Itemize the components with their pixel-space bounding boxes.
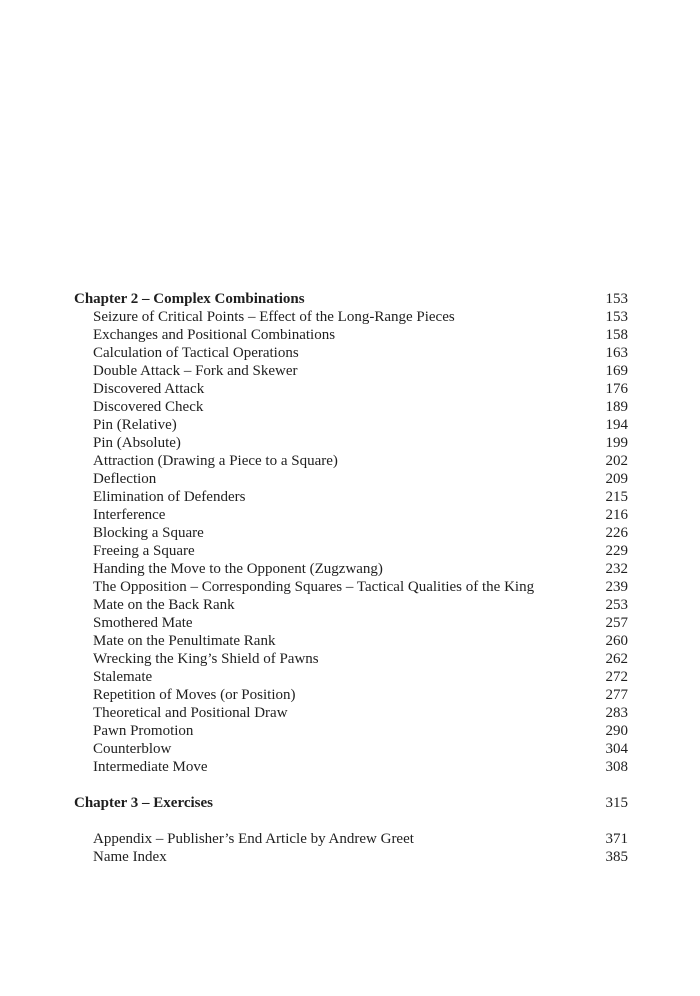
entry-title: Pin (Absolute) [93,435,181,451]
toc-entry [74,362,628,380]
toc-entry [74,488,628,506]
entry-title: Exchanges and Positional Combinations [93,327,336,343]
page-number: 290 [605,723,628,739]
page-number: 283 [605,705,628,721]
toc-entry [74,506,628,524]
table-of-contents [74,290,628,866]
toc-entry [74,326,628,344]
toc-entry [74,308,628,326]
entry-title: Theoretical and Positional Draw [93,705,288,721]
page-number: 202 [605,453,628,469]
toc-entry [74,560,628,578]
toc-entry [74,830,628,848]
page-number: 209 [605,471,628,487]
chapter-2-entries [74,308,628,776]
page-number: 194 [605,417,628,433]
page-number: 371 [605,831,628,847]
entry-title: Calculation of Tactical Operations [93,345,299,361]
entry-title: Appendix – Publisher’s End Article by Andrew Greet [93,831,414,847]
page-number: 315 [605,795,628,811]
toc-entry [74,416,628,434]
toc-entry [74,578,628,596]
entry-title: Attraction (Drawing a Piece to a Square) [93,453,338,469]
toc-entry [74,668,628,686]
toc-entry [74,524,628,542]
entry-title: Double Attack – Fork and Skewer [93,363,298,379]
entry-title: Seizure of Critical Points – Effect of the Long-Range Pieces [93,309,455,325]
page-number: 169 [605,363,628,379]
entry-title: Counterblow [93,741,172,757]
toc-entry [74,758,628,776]
page-number: 253 [605,597,628,613]
page-number: 277 [605,687,628,703]
toc-entry [74,380,628,398]
entry-title: Pawn Promotion [93,723,194,739]
page-number: 216 [605,507,628,523]
page-number: 176 [605,381,628,397]
entry-title: Smothered Mate [93,615,193,631]
chapter-title: Chapter 3 – Exercises [74,795,214,811]
toc-entry [74,398,628,416]
page-number: 232 [605,561,628,577]
toc-entry [74,434,628,452]
page-number: 153 [605,291,628,307]
entry-title: The Opposition – Corresponding Squares – Tactical Qualities of the King [93,579,535,595]
page-number: 153 [605,309,628,325]
entry-title: Handing the Move to the Opponent (Zugzwang) [93,561,383,577]
page-number: 158 [605,327,628,343]
page-number: 189 [605,399,628,415]
entry-title: Discovered Check [93,399,204,415]
toc-entry [74,704,628,722]
entry-title: Pin (Relative) [93,417,177,433]
toc-entry [74,650,628,668]
toc-entry [74,686,628,704]
page-number: 304 [605,741,628,757]
entry-title: Freeing a Square [93,543,195,559]
entry-title: Elimination of Defenders [93,489,246,505]
page-number: 262 [605,651,628,667]
entry-title: Mate on the Penultimate Rank [93,633,276,649]
page-number: 199 [605,435,628,451]
entry-title: Wrecking the King’s Shield of Pawns [93,651,319,667]
page-number: 215 [605,489,628,505]
entry-title: Intermediate Move [93,759,208,775]
toc-entry [74,614,628,632]
page-number: 226 [605,525,628,541]
appendix-entries [74,830,628,866]
entry-title: Deflection [93,471,157,487]
entry-title: Mate on the Back Rank [93,597,235,613]
toc-entry [74,470,628,488]
entry-title: Stalemate [93,669,153,685]
toc-entry [74,740,628,758]
toc-entry [74,542,628,560]
page-number: 308 [605,759,628,775]
entry-title: Interference [93,507,166,523]
page-number: 163 [605,345,628,361]
page-number: 257 [605,615,628,631]
page-number: 239 [605,579,628,595]
entry-title: Repetition of Moves (or Position) [93,687,296,703]
toc-entry [74,722,628,740]
toc-entry [74,344,628,362]
toc-chapter-3 [74,794,628,812]
page-number: 260 [605,633,628,649]
toc-chapter-2 [74,290,628,308]
toc-entry [74,848,628,866]
entry-title: Discovered Attack [93,381,205,397]
toc-entry [74,596,628,614]
entry-title: Name Index [93,849,167,865]
entry-title: Blocking a Square [93,525,204,541]
toc-entry [74,452,628,470]
chapter-title: Chapter 2 – Complex Combinations [74,291,305,307]
page-number: 385 [605,849,628,865]
toc-entry [74,632,628,650]
page-number: 272 [605,669,628,685]
page-number: 229 [605,543,628,559]
